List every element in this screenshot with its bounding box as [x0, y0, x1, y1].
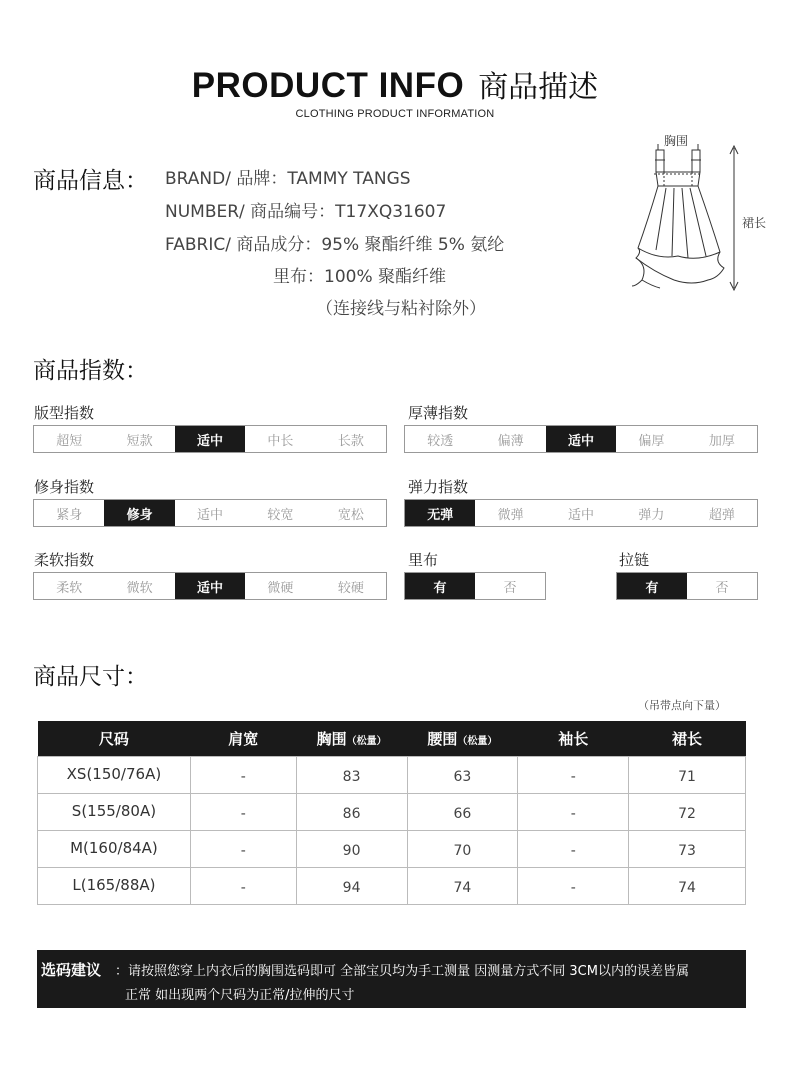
index-scale: [33, 572, 387, 600]
table-row: [38, 830, 746, 867]
column-header-label: 裙长: [672, 729, 703, 748]
size-title: 商品尺寸：: [33, 664, 148, 690]
table-row: [38, 867, 746, 904]
measure-cell: 94: [296, 867, 407, 904]
index-option: 适中: [568, 507, 595, 523]
measure-cell: 90: [296, 830, 407, 867]
index-label: 弹力指数: [408, 478, 469, 496]
title-zh: 商品描述: [478, 70, 599, 105]
column-header: [407, 721, 518, 756]
length-label: 裙长: [742, 216, 767, 230]
measure-cell: -: [518, 756, 629, 793]
measure-cell: 71: [629, 756, 746, 793]
size-cell: M(160/84A): [38, 830, 191, 867]
index-option: 适中: [197, 507, 224, 523]
measure-cell: 83: [296, 756, 407, 793]
column-header-label: 腰围: [427, 729, 458, 748]
measure-cell: 72: [629, 793, 746, 830]
size-advice-box: [37, 950, 746, 1008]
index-option-selected: 适中: [175, 573, 245, 599]
column-header-label: 肩宽: [228, 729, 259, 748]
column-header: [629, 721, 746, 756]
index-option: 紧身: [56, 507, 83, 523]
index-label: 修身指数: [34, 478, 95, 496]
index-option: 较宽: [267, 507, 294, 523]
page-title: [192, 62, 598, 106]
index-option: 偏薄: [497, 433, 524, 449]
index-scale: [404, 572, 546, 600]
index-option-selected: 适中: [546, 426, 616, 452]
size-cell: XS(150/76A): [38, 756, 191, 793]
measure-cell: -: [518, 793, 629, 830]
index-option: 超弹: [708, 507, 735, 523]
page-header: [0, 62, 790, 120]
info-fabric: FABRIC/ 商品成分：95% 聚酯纤维 5% 氨纶: [165, 235, 505, 255]
measure-cell: 66: [407, 793, 518, 830]
indices-title: 商品指数：: [33, 358, 148, 384]
product-info-title: 商品信息：: [33, 168, 148, 194]
measure-cell: -: [518, 867, 629, 904]
measure-cell: 74: [629, 867, 746, 904]
index-option-selected: 有: [405, 573, 475, 599]
index-option: 柔软: [56, 580, 83, 596]
chest-label: 胸围: [664, 134, 689, 148]
column-header: [518, 721, 629, 756]
column-header-label: 胸围: [316, 729, 347, 748]
index-option: 弹力: [638, 507, 665, 523]
page-subtitle: CLOTHING PRODUCT INFORMATION: [295, 108, 495, 120]
info-lining: 里布：100% 聚酯纤维: [273, 267, 447, 287]
index-option: 宽松: [337, 507, 364, 523]
index-label: 柔软指数: [34, 551, 95, 569]
index-option: 较硬: [337, 580, 364, 596]
index-option: 微弹: [497, 507, 524, 523]
title-en: PRODUCT INFO: [191, 66, 465, 105]
index-option: 长款: [337, 433, 364, 449]
index-option: 短款: [126, 433, 153, 449]
size-cell: L(165/88A): [38, 867, 191, 904]
index-option: 较透: [427, 433, 454, 449]
measure-cell: 86: [296, 793, 407, 830]
dress-diagram: [628, 130, 778, 300]
measure-note: （吊带点向下量）: [638, 699, 726, 712]
column-header-label: 尺码: [98, 729, 129, 748]
index-option: 加厚: [708, 433, 735, 449]
index-option: 否: [503, 580, 517, 596]
measure-cell: -: [190, 830, 296, 867]
index-scale: [404, 499, 758, 527]
measure-cell: 73: [629, 830, 746, 867]
measure-cell: -: [190, 867, 296, 904]
column-header: [38, 721, 191, 756]
table-row: [38, 756, 746, 793]
size-cell: S(155/80A): [38, 793, 191, 830]
column-header-sub: （松量）: [346, 735, 387, 747]
index-label: 拉链: [619, 551, 650, 569]
column-header: [296, 721, 407, 756]
table-row: [38, 793, 746, 830]
measure-cell: 70: [407, 830, 518, 867]
column-header-label: 袖长: [558, 729, 589, 748]
index-option-selected: 有: [617, 573, 687, 599]
index-option: 微软: [126, 580, 153, 596]
size-table: [37, 721, 746, 905]
info-number: NUMBER/ 商品编号：T17XQ31607: [165, 202, 447, 222]
info-exclusion-note: （连接线与粘衬除外）: [316, 299, 486, 319]
index-scale: [404, 425, 758, 453]
measure-cell: 74: [407, 867, 518, 904]
measure-cell: 63: [407, 756, 518, 793]
index-option-selected: 适中: [175, 426, 245, 452]
index-option: 否: [715, 580, 729, 596]
measure-cell: -: [190, 756, 296, 793]
measure-cell: -: [518, 830, 629, 867]
index-option-selected: 修身: [104, 500, 174, 526]
column-header-sub: （松量）: [457, 735, 498, 747]
index-scale: [33, 499, 387, 527]
size-advice-line-2: 正常 如出现两个尺码为正常/拉伸的尺寸: [125, 988, 355, 1003]
size-advice-line-1: ：请按照您穿上内衣后的胸围选码即可 全部宝贝均为手工测量 因测量方式不同 3CM以内的误差皆属: [115, 964, 689, 979]
column-header: [190, 721, 296, 756]
measure-cell: -: [190, 793, 296, 830]
index-scale: [616, 572, 758, 600]
index-label: 厚薄指数: [408, 404, 469, 422]
index-option: 偏厚: [638, 433, 665, 449]
info-brand: BRAND/ 品牌：TAMMY TANGS: [165, 169, 411, 189]
index-option: 中长: [267, 433, 294, 449]
index-label: 版型指数: [34, 404, 95, 422]
index-option: 超短: [56, 433, 83, 449]
index-scale: [33, 425, 387, 453]
index-option-selected: 无弹: [405, 500, 475, 526]
size-advice-title: 选码建议: [41, 961, 102, 979]
table-header-row: [38, 721, 746, 756]
index-label: 里布: [408, 551, 439, 569]
index-option: 微硬: [267, 580, 294, 596]
